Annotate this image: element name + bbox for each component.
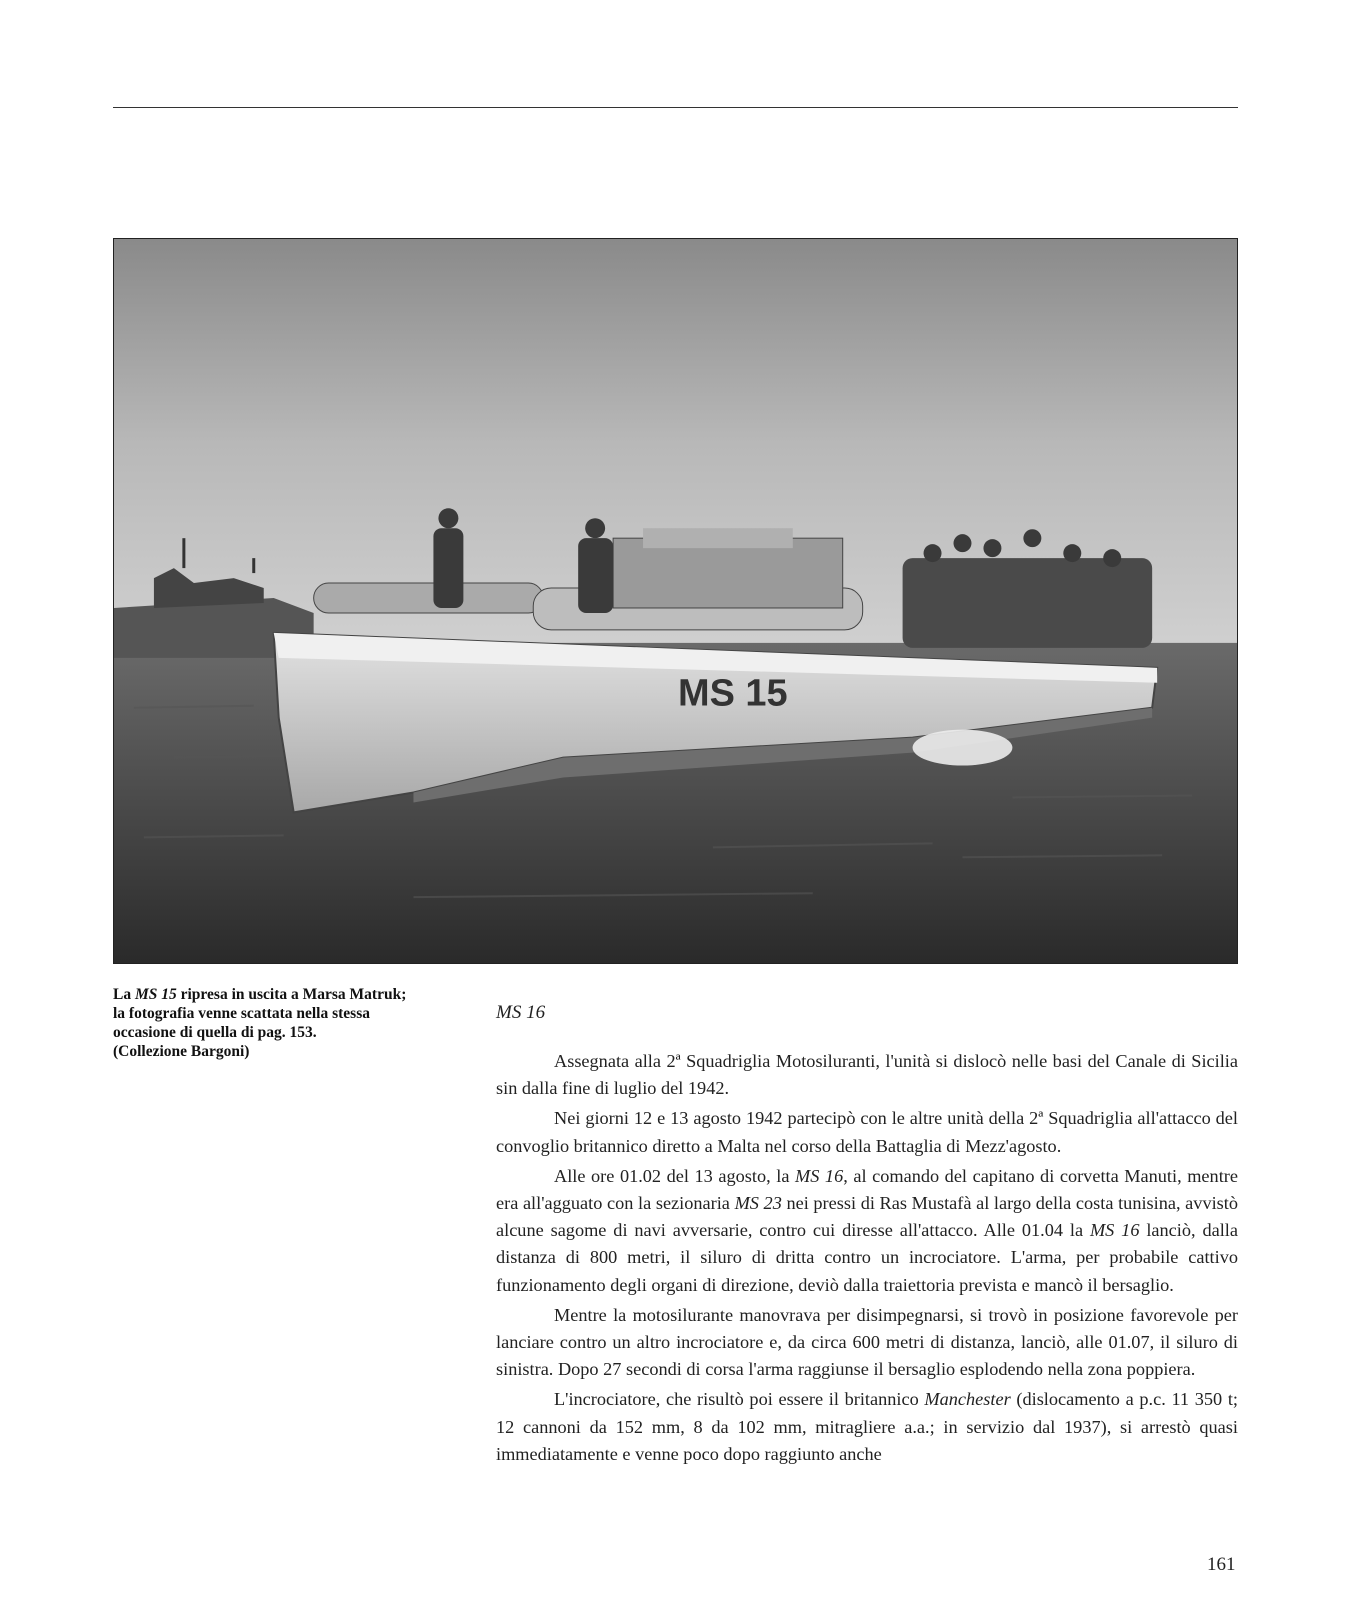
- caption-line1: ripresa in uscita a Marsa Matruk;: [176, 986, 407, 1003]
- p3-text-a: Alle ore 01.02 del 13 agosto, la: [554, 1165, 795, 1186]
- p5-ship-manchester: Manchester: [924, 1389, 1011, 1410]
- p3-text-c: , al comando del capitano di corvetta Manuti, mentre era all'agguato con la sezionaria: [496, 1165, 1238, 1214]
- p3-vessel-ms16: MS 16: [795, 1165, 844, 1186]
- caption-vessel: MS 15: [134, 986, 177, 1003]
- header-rule: [113, 107, 1238, 108]
- hull-marking: MS 15: [677, 672, 788, 715]
- p3-vessel-ms23: MS 23: [734, 1193, 782, 1214]
- photo-caption: [113, 985, 458, 1061]
- p3-text-g: lanciò, dalla distanza di 800 metri, il siluro di dritta contro un incrociatore. L'arma, per probabile cattivo funzionamento degli organi di direzione, deviò dalla traiettoria prevista e mancò il bersaglio.: [496, 1220, 1238, 1295]
- paragraph-5: [496, 1386, 1238, 1468]
- photo-ms15-boat: [113, 238, 1238, 964]
- p5-text-a: L'incrociatore, che risultò poi essere il britannico: [554, 1389, 925, 1410]
- caption-prefix: La: [113, 986, 135, 1003]
- section-heading: MS 16: [496, 1002, 546, 1023]
- p3-vessel-ms16-b: MS 16: [1089, 1220, 1140, 1241]
- paragraph-1: Assegnata alla 2ª Squadriglia Motosiluranti, l'unità si dislocò nelle basi del Canale di Sicilia sin dalla fine di luglio del 1942.: [496, 1051, 1238, 1099]
- body-text: [496, 1048, 1238, 1471]
- p5-text-c: (dislocamento a p.c. 11 350 t; 12 cannoni da 152 mm, 8 da 102 mm, mitragliere a.a.; in servizio dal 1937), si arrestò quasi immediatamente e venne poco dopo raggiunto anche: [496, 1389, 1238, 1464]
- p3-text-e: nei pressi di Ras Mustafà al largo della costa tunisina, avvistò alcune sagome di navi avversarie, contro cui diresse all'attacco. Alle 01.04 la: [496, 1193, 1238, 1241]
- caption-line2: la fotografia venne scattata nella stessa: [113, 1005, 370, 1022]
- paragraph-4: Mentre la motosilurante manovrava per disimpegnarsi, si trovò in posizione favorevole per lanciare contro un altro incrociatore e, da circa 600 metri di distanza, lanciò, alle 01.07, il siluro di sinistra. Dopo 27 secondi di corsa l'arma raggiunse il bersaglio esplodendo nella zona poppiera.: [496, 1304, 1238, 1380]
- page-number: 161: [1207, 1554, 1236, 1575]
- caption-line4: (Collezione Bargoni): [113, 1043, 250, 1060]
- paragraph-2: Nei giorni 12 e 13 agosto 1942 partecipò con le altre unità della 2ª Squadriglia all'attacco del convoglio britannico diretto a Malta nel corso della Battaglia di Mezz'agosto.: [496, 1108, 1238, 1156]
- paragraph-3: [496, 1163, 1238, 1299]
- caption-line3: occasione di quella di pag. 153.: [113, 1024, 317, 1041]
